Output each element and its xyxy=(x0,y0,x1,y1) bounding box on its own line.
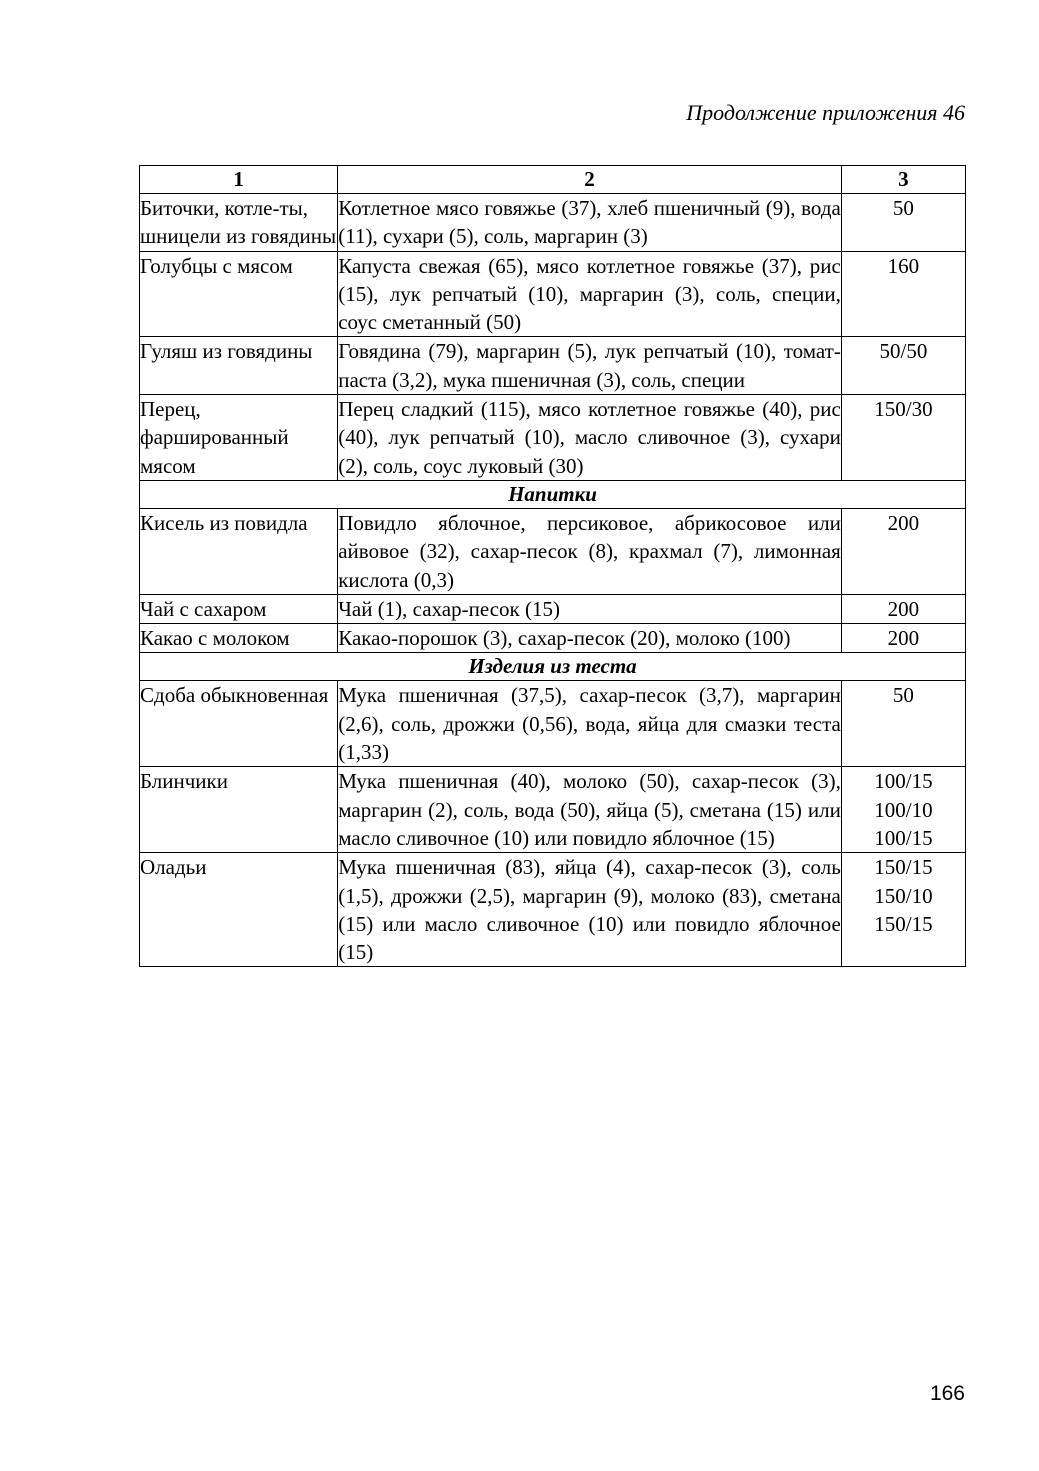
portion-cell: 200 xyxy=(841,508,965,594)
dish-name-cell: Биточки, котле-ты, шницели из говядины xyxy=(140,194,338,252)
table-row xyxy=(140,594,966,623)
table-row xyxy=(140,681,966,767)
column-header-row xyxy=(140,166,966,194)
section-title: Изделия из теста xyxy=(140,653,966,681)
dish-name-cell: Оладьи xyxy=(140,853,338,967)
portion-cell: 50 xyxy=(841,681,965,767)
ingredients-cell: Чай (1), сахар-песок (15) xyxy=(338,594,842,623)
dish-name-cell: Перец, фаршированный мясом xyxy=(140,395,338,481)
table-row xyxy=(140,337,966,395)
portion-cell: 100/15 100/10 100/15 xyxy=(841,767,965,853)
column-header-1: 1 xyxy=(140,166,338,194)
portion-cell: 200 xyxy=(841,624,965,653)
table-row xyxy=(140,251,966,337)
ingredients-cell: Мука пшеничная (40), молоко (50), сахар-песок (3), маргарин (2), соль, вода (50), яйца (5), сметана (15) или масло сливочное (10) или повидло яблочное (15) xyxy=(338,767,842,853)
column-header-2: 2 xyxy=(338,166,842,194)
dish-name-cell: Какао с молоком xyxy=(140,624,338,653)
dish-name-cell: Гуляш из говядины xyxy=(140,337,338,395)
table-row xyxy=(140,767,966,853)
column-header-3: 3 xyxy=(841,166,965,194)
dish-name-cell: Голубцы с мясом xyxy=(140,251,338,337)
portion-cell: 200 xyxy=(841,594,965,623)
ingredients-cell: Капуста свежая (65), мясо котлетное говяжье (37), рис (15), лук репчатый (10), маргарин (3), соль, специи, соус сметанный (50) xyxy=(338,251,842,337)
dish-name-cell: Чай с сахаром xyxy=(140,594,338,623)
ingredients-cell: Перец сладкий (115), мясо котлетное говяжье (40), рис (40), лук репчатый (10), масло сливочное (3), сухари (2), соль, соус луковый (30) xyxy=(338,395,842,481)
portion-cell: 50/50 xyxy=(841,337,965,395)
section-header-row xyxy=(140,653,966,681)
ingredients-cell: Повидло яблочное, персиковое, абрикосовое или айвовое (32), сахар-песок (8), крахмал (7), лимонная кислота (0,3) xyxy=(338,508,842,594)
dish-name-cell: Блинчики xyxy=(140,767,338,853)
ingredients-cell: Какао-порошок (3), сахар-песок (20), молоко (100) xyxy=(338,624,842,653)
recipe-table-body xyxy=(140,166,966,967)
portion-cell: 160 xyxy=(841,251,965,337)
table-row xyxy=(140,395,966,481)
table-row xyxy=(140,194,966,252)
portion-cell: 50 xyxy=(841,194,965,252)
table-row xyxy=(140,508,966,594)
portion-cell: 150/15 150/10 150/15 xyxy=(841,853,965,967)
recipe-table xyxy=(139,165,966,967)
table-row xyxy=(140,853,966,967)
ingredients-cell: Мука пшеничная (37,5), сахар-песок (3,7), маргарин (2,6), соль, дрожжи (0,56), вода, яйца для смазки теста (1,33) xyxy=(338,681,842,767)
ingredients-cell: Мука пшеничная (83), яйца (4), сахар-песок (3), соль (1,5), дрожжи (2,5), маргарин (9), молоко (83), сметана (15) или масло сливочное (10) или повидло яблочное (15) xyxy=(338,853,842,967)
page-number: 166 xyxy=(929,1382,965,1405)
section-header-row xyxy=(140,480,966,508)
table-row xyxy=(140,624,966,653)
ingredients-cell: Котлетное мясо говяжье (37), хлеб пшеничный (9), вода (11), сухари (5), соль, маргарин (3) xyxy=(338,194,842,252)
section-title: Напитки xyxy=(140,480,966,508)
dish-name-cell: Сдоба обыкновенная xyxy=(140,681,338,767)
continuation-caption: Продолжение приложения 46 xyxy=(686,100,965,125)
ingredients-cell: Говядина (79), маргарин (5), лук репчатый (10), томат-паста (3,2), мука пшеничная (3), соль, специи xyxy=(338,337,842,395)
portion-cell: 150/30 xyxy=(841,395,965,481)
dish-name-cell: Кисель из повидла xyxy=(140,508,338,594)
